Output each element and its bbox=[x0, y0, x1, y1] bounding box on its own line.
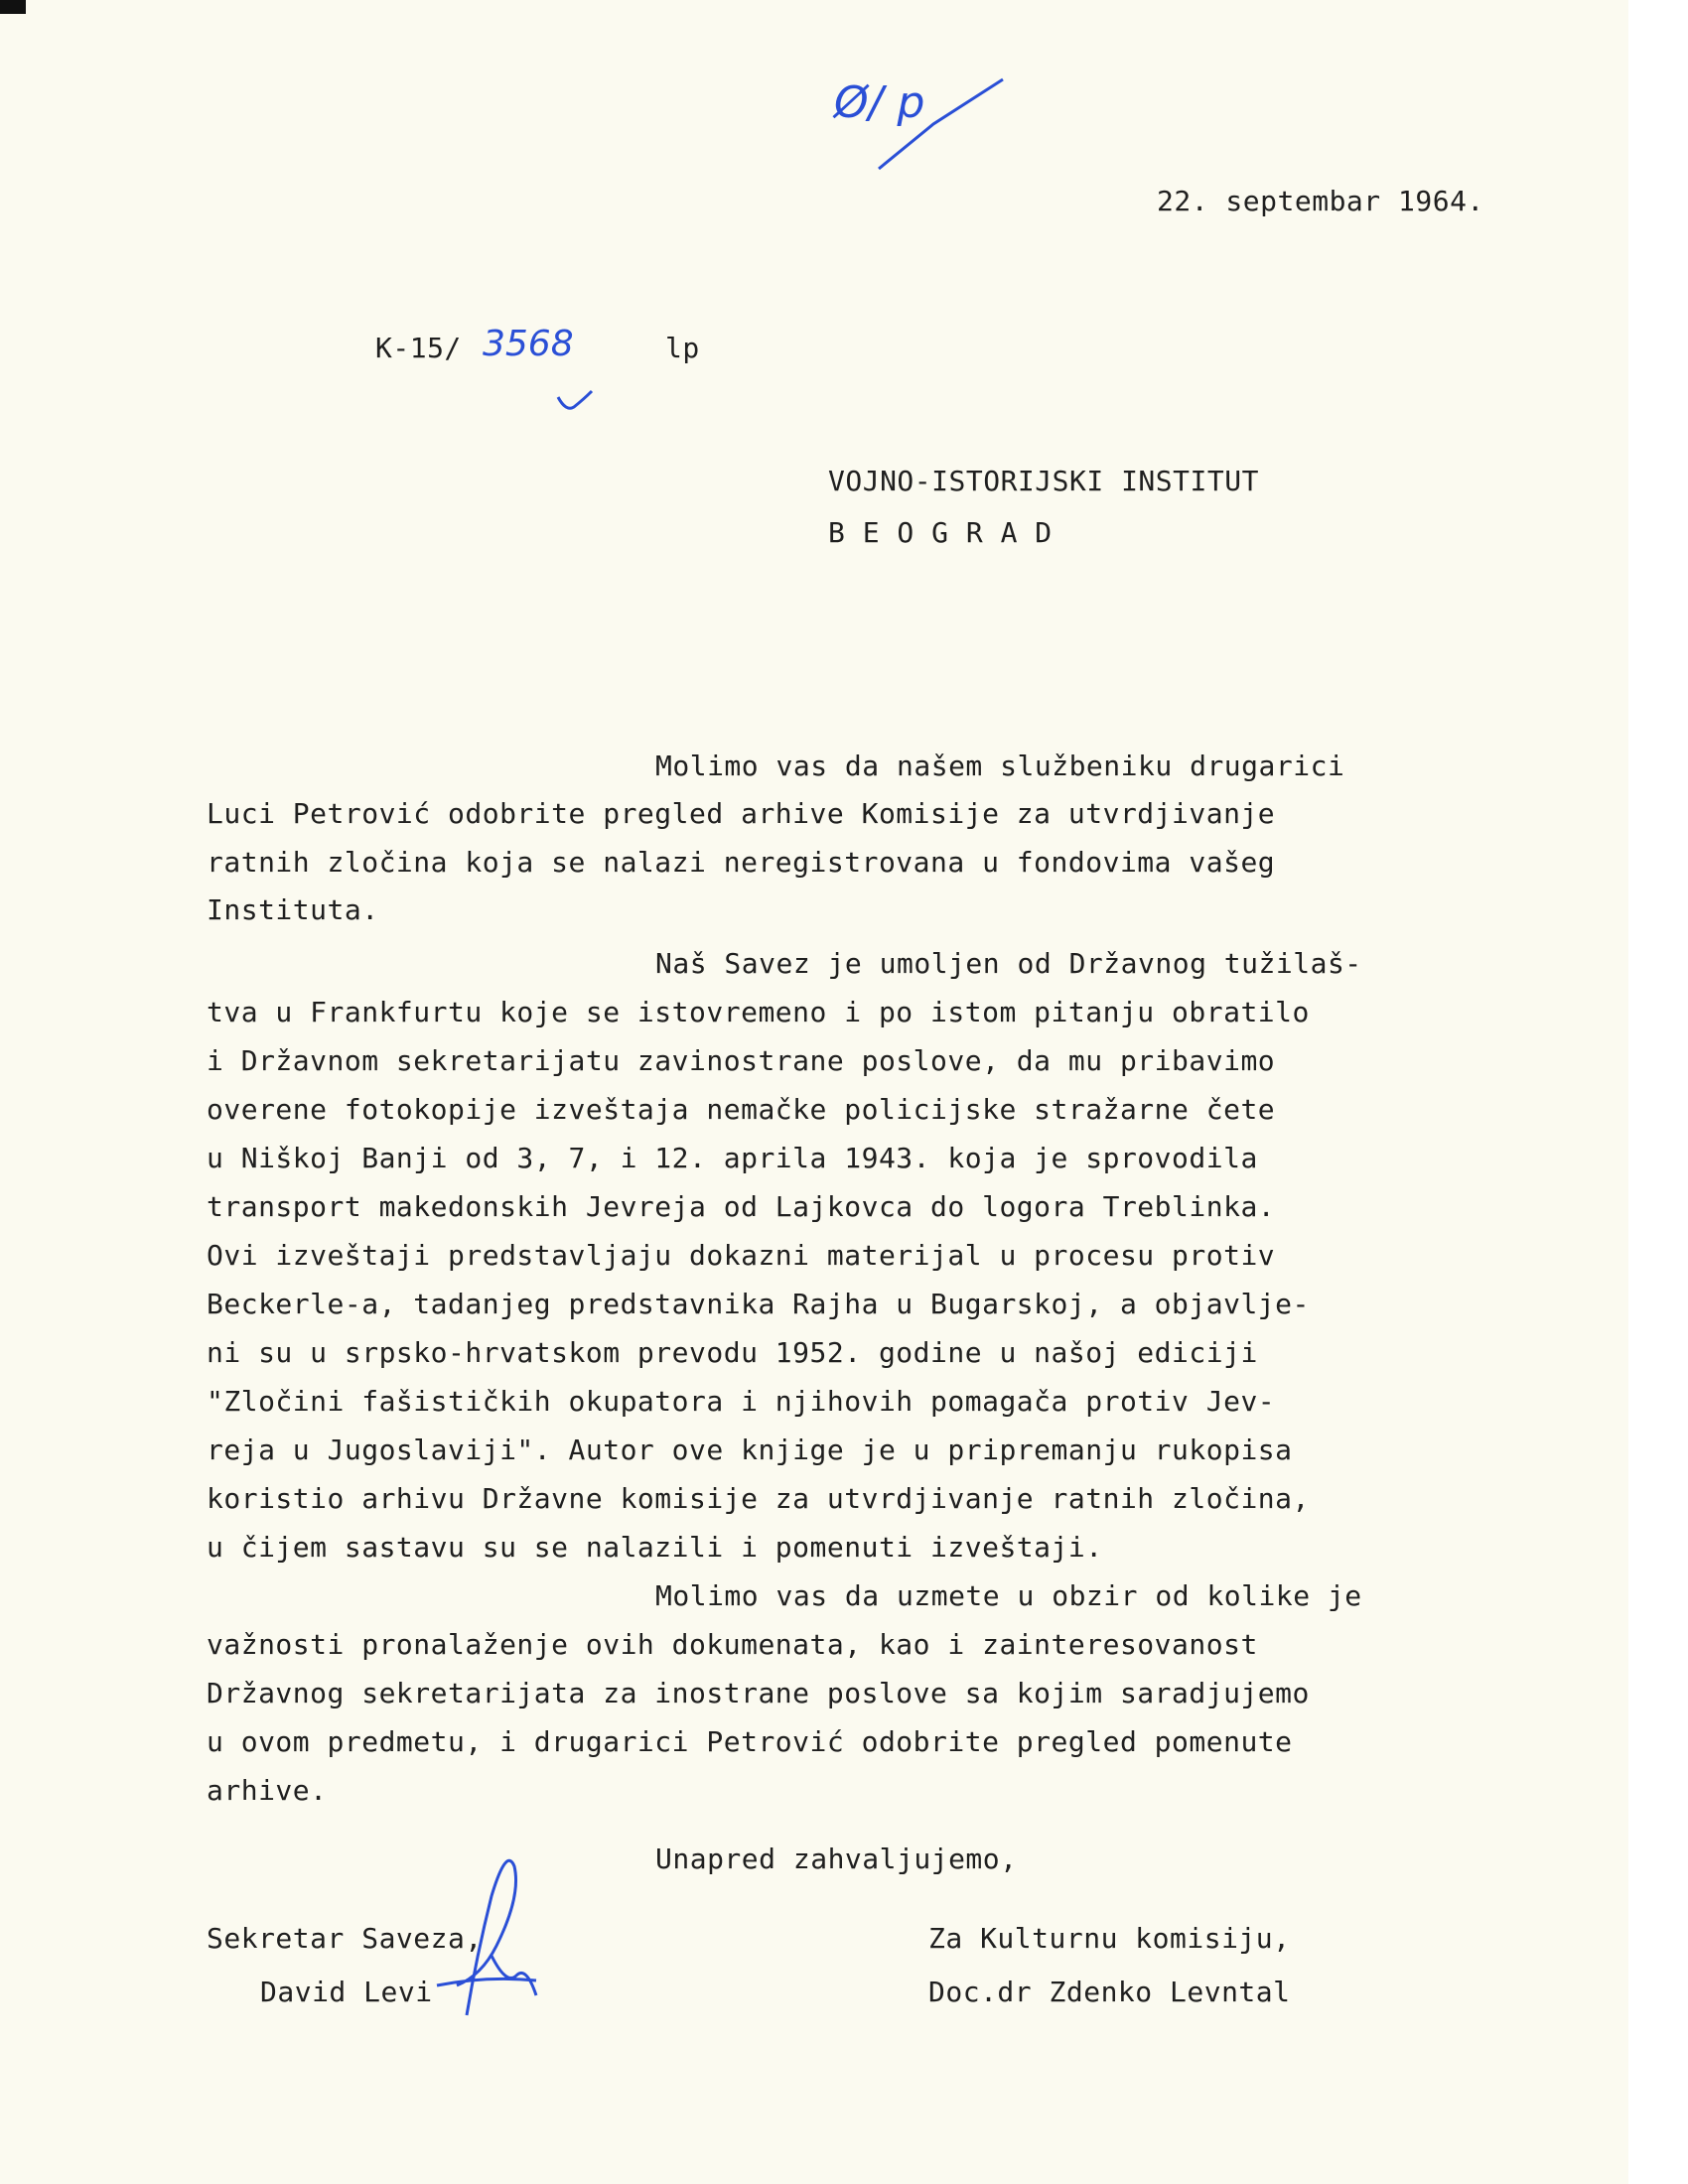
initials-stroke-mark bbox=[874, 79, 1013, 179]
body-line: koristio arhivu Državne komisije za utvrdjivanje ratnih zločina, bbox=[207, 1482, 1310, 1515]
handwritten-initials: Ø/ p bbox=[834, 77, 925, 128]
left-signatory-title: Sekretar Saveza, bbox=[207, 1922, 483, 1955]
handwritten-signature bbox=[397, 1837, 556, 2025]
body-line: Luci Petrović odobrite pregled arhive Komisije za utvrdjivanje bbox=[207, 797, 1276, 830]
body-line: Naš Savez je umoljen od Državnog tužilaš- bbox=[655, 947, 1362, 980]
reference-number: K-15/ bbox=[375, 332, 462, 364]
body-line: važnosti pronalaženje ovih dokumenata, kao i zainteresovanost bbox=[207, 1628, 1258, 1661]
body-line: u čijem sastavu su se nalazili i pomenuti izveštaji. bbox=[207, 1531, 1103, 1564]
body-line: Ovi izveštaji predstavljaju dokazni materijal u procesu protiv bbox=[207, 1239, 1276, 1272]
body-line: tva u Frankfurtu koje se istovremeno i po istom pitanju obratilo bbox=[207, 996, 1310, 1028]
body-line: ratnih zločina koja se nalazi neregistrovana u fondovima vašeg bbox=[207, 846, 1276, 879]
closing-phrase: Unapred zahvaljujemo, bbox=[655, 1843, 1018, 1875]
right-signatory-name: Doc.dr Zdenko Levntal bbox=[928, 1976, 1291, 2008]
reference-suffix: lp bbox=[665, 332, 700, 364]
body-line: Beckerle-a, tadanjeg predstavnika Rajha u Bugarskoj, a objavlje- bbox=[207, 1288, 1310, 1320]
body-line: i Državnom sekretarijatu zavinostrane poslove, da mu pribavimo bbox=[207, 1044, 1276, 1077]
reference-handwritten-number: 3568 bbox=[483, 324, 574, 364]
body-line: Državnog sekretarijata za inostrane poslove sa kojim saradjujemo bbox=[207, 1677, 1310, 1709]
recipient-city: B E O G R A D bbox=[828, 516, 1053, 549]
recipient-institution: VOJNO-ISTORIJSKI INSTITUT bbox=[828, 465, 1259, 497]
left-signatory-name: David Levi bbox=[260, 1976, 433, 2008]
body-line: "Zločini fašističkih okupatora i njihovih pomagača protiv Jev- bbox=[207, 1385, 1276, 1418]
body-line: overene fotokopije izveštaja nemačke policijske stražarne čete bbox=[207, 1093, 1276, 1126]
body-line: u ovom predmetu, i drugarici Petrović odobrite pregled pomenute bbox=[207, 1725, 1293, 1758]
body-line: ni su u srpsko-hrvatskom prevodu 1952. godine u našoj ediciji bbox=[207, 1336, 1258, 1369]
body-line: Molimo vas da uzmete u obzir od kolike je bbox=[655, 1579, 1362, 1612]
check-mark bbox=[556, 387, 596, 417]
scan-corner-mark bbox=[0, 0, 26, 14]
body-line: Instituta. bbox=[207, 893, 379, 926]
letter-date: 22. septembar 1964. bbox=[1157, 185, 1484, 217]
body-line: Molimo vas da našem službeniku drugarici bbox=[655, 750, 1345, 782]
body-line: arhive. bbox=[207, 1774, 328, 1807]
right-signatory-title: Za Kulturnu komisiju, bbox=[928, 1922, 1291, 1955]
body-line: transport makedonskih Jevreja od Lajkovca do logora Treblinka. bbox=[207, 1190, 1276, 1223]
body-line: reja u Jugoslaviji". Autor ove knjige je u pripremanju rukopisa bbox=[207, 1433, 1293, 1466]
body-line: u Niškoj Banji od 3, 7, i 12. aprila 1943. koja je sprovodila bbox=[207, 1142, 1258, 1174]
